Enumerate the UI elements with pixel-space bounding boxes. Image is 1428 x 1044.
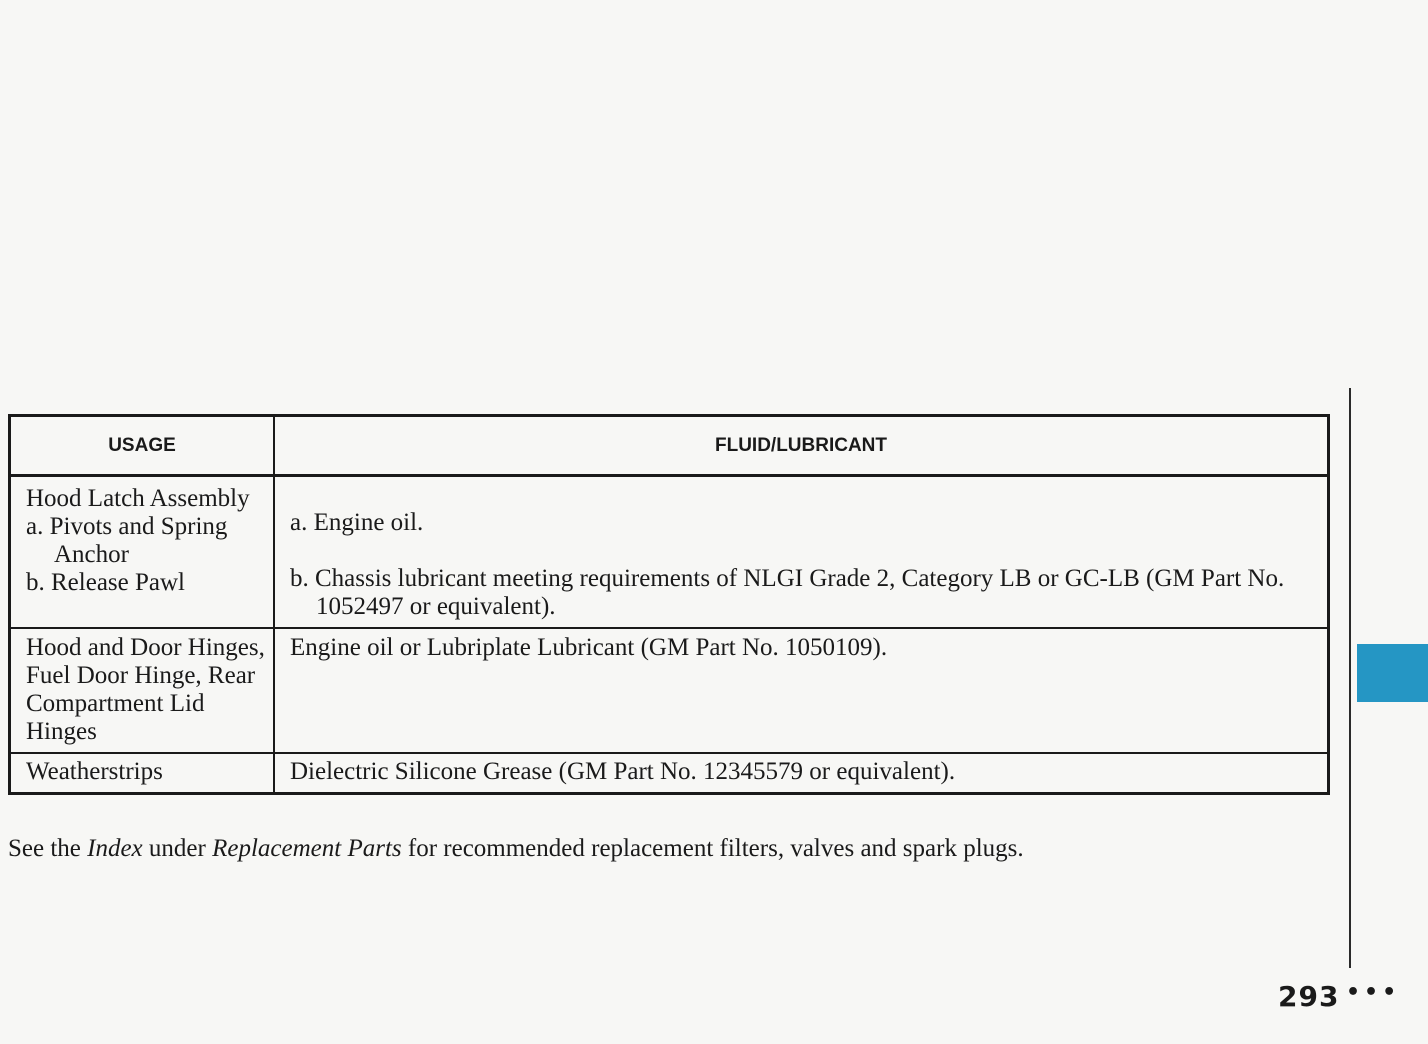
usage-item-a: a. Pivots and Spring: [26, 513, 228, 540]
usage-hinges-line3: Compartment Lid: [26, 690, 205, 717]
header-fluid-lubricant: FLUID/LUBRICANT: [274, 416, 1329, 476]
footnote-text: under: [142, 835, 213, 862]
index-reference: Index: [87, 835, 143, 862]
fluid-cell: [274, 628, 1329, 753]
usage-item-a-cont: Anchor: [54, 541, 129, 568]
table-row: [10, 753, 1329, 794]
fluid-cell: [274, 476, 1329, 629]
fluid-item-a: a. Engine oil.: [290, 509, 424, 536]
page-number: 293: [1278, 980, 1340, 1013]
usage-item-b: b. Release Pawl: [26, 569, 185, 596]
fluid-item-b: b. Chassis lubricant meeting requirements of NLGI Grade 2, Category LB or GC-LB (GM Part No. 1052497 or equivalent).: [290, 565, 1285, 620]
usage-hinges-line4: Hinges: [26, 718, 97, 745]
fluid-hinges: Engine oil or Lubriplate Lubricant (GM Part No. 1050109).: [290, 634, 888, 661]
footnote: [8, 834, 1328, 864]
lubricant-table: [8, 414, 1330, 795]
fluid-cell: Dielectric Silicone Grease (GM Part No. 12345579 or equivalent).: [274, 753, 1329, 794]
header-usage: USAGE: [10, 416, 275, 476]
footnote-text: See the: [8, 835, 88, 862]
table-row: [10, 628, 1329, 753]
lubricant-table-container: [8, 414, 1330, 795]
usage-hinges-line2: Fuel Door Hinge, Rear: [26, 662, 256, 689]
table-row: [10, 476, 1329, 629]
usage-hood-latch-title: Hood Latch Assembly: [26, 485, 250, 512]
margin-rule: [1349, 388, 1351, 968]
usage-cell: [10, 628, 275, 753]
usage-cell: [10, 476, 275, 629]
replacement-parts-reference: Replacement Parts: [212, 835, 402, 862]
usage-hinges-line1: Hood and Door Hinges,: [26, 634, 265, 661]
table-header-row: [10, 416, 1329, 476]
usage-cell: Weatherstrips: [10, 753, 275, 794]
page-dots: •••: [1346, 980, 1401, 1005]
footnote-text: for recommended replacement filters, valves and spark plugs.: [401, 835, 1024, 862]
section-tab-marker: [1357, 644, 1428, 702]
